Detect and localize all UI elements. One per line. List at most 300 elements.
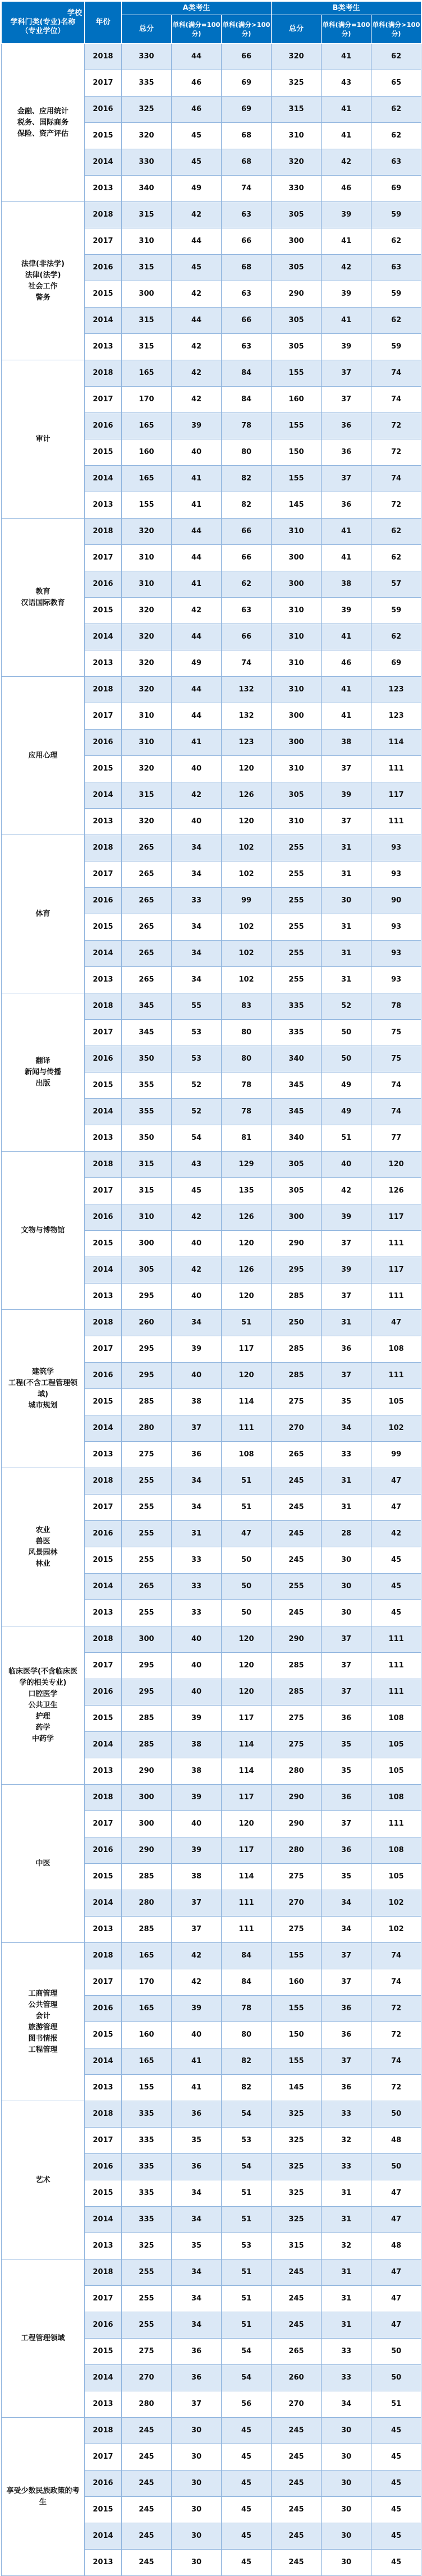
a-single-over-cell: 51: [222, 2180, 272, 2207]
b-single-over-cell: 59: [371, 202, 421, 228]
a-total-cell: 165: [122, 413, 172, 439]
a-single-over-cell: 62: [222, 571, 272, 598]
b-total-cell: 255: [272, 967, 322, 993]
a-single-100-cell: 44: [172, 545, 222, 571]
year-cell: 2017: [85, 1020, 122, 1046]
a-single-100-cell: 30: [172, 2444, 222, 2470]
b-single-over-cell: 45: [371, 2470, 421, 2497]
a-total-cell: 320: [122, 123, 172, 149]
year-cell: 2016: [85, 1996, 122, 2022]
a-single-over-cell: 83: [222, 993, 272, 1020]
a-single-over-cell: 54: [222, 2154, 272, 2180]
a-total-cell: 320: [122, 809, 172, 835]
b-single-100-cell: 28: [322, 1521, 371, 1547]
b-single-over-cell: 111: [371, 809, 421, 835]
b-single-over-cell: 111: [371, 1363, 421, 1389]
a-single-100-cell: 40: [172, 1363, 222, 1389]
a-single-100-cell: 44: [172, 308, 222, 334]
a-single-100-cell: 55: [172, 993, 222, 1020]
a-total-cell: 170: [122, 1969, 172, 1996]
major-name-line: 工程(不含工程管理领域): [8, 1378, 77, 1399]
b-single-over-cell: 108: [371, 1837, 421, 1864]
b-single-over-cell: 47: [371, 2259, 421, 2286]
a-total-cell: 315: [122, 1152, 172, 1178]
a-total-cell: 265: [122, 914, 172, 941]
a-total-cell: 265: [122, 835, 172, 861]
b-single-100-cell: 50: [322, 1020, 371, 1046]
a-single-100-cell: 42: [172, 1969, 222, 1996]
a-total-header: 总分: [122, 15, 172, 44]
a-single-over-cell: 63: [222, 202, 272, 228]
b-total-cell: 285: [272, 1653, 322, 1679]
b-single-over-cell: 114: [371, 730, 421, 756]
b-total-cell: 325: [272, 2101, 322, 2128]
a-single-over-cell: 120: [222, 1284, 272, 1310]
b-single-over-header: 单科(满分>100分): [371, 15, 421, 44]
a-single-100-cell: 34: [172, 1468, 222, 1495]
b-single-over-cell: 111: [371, 1679, 421, 1706]
b-single-100-cell: 31: [322, 2312, 371, 2339]
a-single-over-header: 单科(满分>100分): [222, 15, 272, 44]
major-name-line: 口腔医学: [28, 1689, 58, 1698]
a-single-100-cell: 36: [172, 2101, 222, 2128]
b-single-over-cell: 93: [371, 861, 421, 888]
a-single-over-cell: 111: [222, 1890, 272, 1917]
year-cell: 2018: [85, 519, 122, 545]
b-single-over-cell: 45: [371, 2444, 421, 2470]
a-single-over-cell: 117: [222, 1785, 272, 1811]
b-total-cell: 290: [272, 281, 322, 308]
b-single-over-cell: 105: [371, 1758, 421, 1785]
a-total-cell: 320: [122, 756, 172, 782]
b-single-over-cell: 63: [371, 149, 421, 176]
b-single-over-cell: 74: [371, 466, 421, 492]
a-single-100-cell: 36: [172, 2154, 222, 2180]
major-name-line: 临床医学(不含临床医学的相关专业): [8, 1667, 77, 1687]
a-total-cell: 315: [122, 202, 172, 228]
b-total-cell: 245: [272, 2497, 322, 2523]
a-single-100-cell: 33: [172, 1574, 222, 1600]
year-cell: 2015: [85, 1072, 122, 1099]
b-total-cell: 275: [272, 1864, 322, 1890]
a-total-cell: 170: [122, 387, 172, 413]
b-single-over-cell: 45: [371, 2523, 421, 2550]
a-single-100-cell: 44: [172, 228, 222, 255]
b-single-100-cell: 30: [322, 1600, 371, 1626]
year-cell: 2013: [85, 1600, 122, 1626]
year-cell: 2018: [85, 1152, 122, 1178]
b-single-over-cell: 105: [371, 1389, 421, 1415]
a-total-cell: 320: [122, 598, 172, 624]
a-single-100-cell: 34: [172, 1495, 222, 1521]
major-name-cell: [2, 2101, 85, 2259]
b-single-over-cell: 47: [371, 1495, 421, 1521]
a-total-cell: 345: [122, 993, 172, 1020]
a-total-cell: 285: [122, 1864, 172, 1890]
b-single-100-cell: 41: [322, 97, 371, 123]
a-single-100-cell: 40: [172, 2022, 222, 2048]
year-cell: 2015: [85, 2497, 122, 2523]
table-row: [2, 835, 421, 861]
a-single-100-cell: 38: [172, 1864, 222, 1890]
b-total-cell: 290: [272, 1231, 322, 1257]
a-single-over-cell: 82: [222, 466, 272, 492]
b-total-cell: 270: [272, 1890, 322, 1917]
b-single-over-cell: 93: [371, 835, 421, 861]
b-total-cell: 315: [272, 2233, 322, 2259]
a-single-100-cell: 41: [172, 2048, 222, 2075]
year-cell: 2016: [85, 255, 122, 281]
a-single-over-cell: 63: [222, 281, 272, 308]
a-single-100-cell: 53: [172, 1046, 222, 1072]
table-row: [2, 2259, 421, 2286]
a-single-over-cell: 111: [222, 1917, 272, 1943]
b-total-cell: 245: [272, 2286, 322, 2312]
a-single-100-cell: 34: [172, 2286, 222, 2312]
a-total-cell: 155: [122, 492, 172, 519]
a-single-over-cell: 126: [222, 1257, 272, 1284]
major-name-line: 翻译: [35, 1056, 51, 1065]
year-cell: 2014: [85, 2207, 122, 2233]
a-total-cell: 245: [122, 2470, 172, 2497]
b-single-over-cell: 47: [371, 2312, 421, 2339]
b-total-cell: 255: [272, 941, 322, 967]
a-total-cell: 315: [122, 334, 172, 360]
b-single-100-cell: 30: [322, 888, 371, 914]
b-total-cell: 310: [272, 650, 322, 677]
a-single-over-cell: 45: [222, 2470, 272, 2497]
a-single-over-cell: 102: [222, 941, 272, 967]
b-total-cell: 245: [272, 2470, 322, 2497]
major-name-line: 会计: [35, 2011, 51, 2020]
a-total-cell: 290: [122, 1837, 172, 1864]
year-cell: 2014: [85, 1890, 122, 1917]
b-single-100-cell: 30: [322, 1574, 371, 1600]
b-total-cell: 155: [272, 360, 322, 387]
a-single-over-cell: 102: [222, 914, 272, 941]
a-single-over-cell: 120: [222, 1626, 272, 1653]
major-name-line: 保险、资产评估: [17, 129, 68, 138]
b-single-100-cell: 41: [322, 519, 371, 545]
a-total-cell: 245: [122, 2497, 172, 2523]
b-single-over-cell: 102: [371, 1890, 421, 1917]
a-single-100-cell: 37: [172, 1917, 222, 1943]
b-single-100-cell: 31: [322, 2207, 371, 2233]
year-cell: 2015: [85, 914, 122, 941]
a-single-over-cell: 82: [222, 2048, 272, 2075]
b-single-100-cell: 49: [322, 1072, 371, 1099]
year-cell: 2017: [85, 1178, 122, 1204]
b-single-over-cell: 123: [371, 677, 421, 703]
a-total-cell: 275: [122, 2339, 172, 2365]
a-single-over-cell: 50: [222, 1574, 272, 1600]
b-total-cell: 245: [272, 2550, 322, 2576]
year-cell: 2014: [85, 941, 122, 967]
a-single-over-cell: 117: [222, 1837, 272, 1864]
year-cell: 2016: [85, 1521, 122, 1547]
b-total-cell: 245: [272, 1600, 322, 1626]
year-cell: 2018: [85, 1626, 122, 1653]
a-total-cell: 335: [122, 2101, 172, 2128]
b-single-over-cell: 74: [371, 2048, 421, 2075]
b-single-over-cell: 69: [371, 176, 421, 202]
b-single-over-cell: 45: [371, 1574, 421, 1600]
a-total-cell: 255: [122, 2259, 172, 2286]
b-single-over-cell: 108: [371, 1336, 421, 1363]
a-single-100-cell: 34: [172, 835, 222, 861]
a-single-100-cell: 44: [172, 519, 222, 545]
b-single-100-cell: 38: [322, 730, 371, 756]
b-total-cell: 285: [272, 1336, 322, 1363]
year-cell: 2018: [85, 44, 122, 70]
a-total-cell: 245: [122, 2418, 172, 2444]
b-total-cell: 290: [272, 1626, 322, 1653]
b-total-cell: 310: [272, 677, 322, 703]
year-cell: 2015: [85, 281, 122, 308]
b-single-100-cell: 41: [322, 677, 371, 703]
a-single-over-cell: 66: [222, 228, 272, 255]
major-name-line: 出版: [35, 1079, 51, 1088]
b-single-100-header: 单科(满分=100分): [322, 15, 371, 44]
b-single-100-cell: 34: [322, 1415, 371, 1442]
a-single-over-cell: 66: [222, 545, 272, 571]
year-cell: 2013: [85, 650, 122, 677]
year-cell: 2013: [85, 967, 122, 993]
a-single-100-cell: 40: [172, 809, 222, 835]
b-total-cell: 310: [272, 624, 322, 650]
a-single-over-cell: 66: [222, 44, 272, 70]
a-single-100-cell: 43: [172, 1152, 222, 1178]
b-single-100-cell: 40: [322, 1152, 371, 1178]
b-single-100-cell: 39: [322, 1257, 371, 1284]
b-single-100-cell: 32: [322, 2233, 371, 2259]
major-name-line: 教育: [35, 587, 51, 596]
a-single-over-cell: 123: [222, 730, 272, 756]
a-single-100-cell: 35: [172, 2128, 222, 2154]
year-cell: 2016: [85, 1837, 122, 1864]
a-single-over-cell: 45: [222, 2550, 272, 2576]
year-cell: 2014: [85, 624, 122, 650]
a-total-cell: 320: [122, 677, 172, 703]
b-single-100-cell: 42: [322, 149, 371, 176]
b-single-100-cell: 36: [322, 413, 371, 439]
major-name-line: 体育: [35, 909, 51, 918]
b-total-cell: 245: [272, 2444, 322, 2470]
a-single-over-cell: 51: [222, 1310, 272, 1336]
a-single-100-cell: 46: [172, 70, 222, 97]
b-single-over-cell: 120: [371, 1152, 421, 1178]
a-single-over-cell: 120: [222, 1811, 272, 1837]
b-single-100-cell: 41: [322, 123, 371, 149]
year-cell: 2015: [85, 439, 122, 466]
a-single-over-cell: 45: [222, 2418, 272, 2444]
a-single-100-cell: 39: [172, 1785, 222, 1811]
b-total-cell: 255: [272, 914, 322, 941]
a-single-100-cell: 30: [172, 2523, 222, 2550]
b-single-100-cell: 31: [322, 2259, 371, 2286]
major-name-cell: [2, 1626, 85, 1785]
b-total-cell: 275: [272, 1917, 322, 1943]
table-row: [2, 360, 421, 387]
year-cell: 2013: [85, 334, 122, 360]
b-total-cell: 160: [272, 387, 322, 413]
a-single-100-cell: 52: [172, 1099, 222, 1125]
a-single-100-cell: 34: [172, 2259, 222, 2286]
b-total-cell: 305: [272, 1178, 322, 1204]
a-total-cell: 255: [122, 1600, 172, 1626]
a-total-cell: 245: [122, 2550, 172, 2576]
a-total-cell: 310: [122, 730, 172, 756]
year-cell: 2018: [85, 2418, 122, 2444]
a-single-over-cell: 54: [222, 2101, 272, 2128]
year-cell: 2013: [85, 1917, 122, 1943]
b-single-over-cell: 72: [371, 1996, 421, 2022]
year-cell: 2013: [85, 2233, 122, 2259]
b-single-over-cell: 50: [371, 2339, 421, 2365]
b-single-over-cell: 74: [371, 360, 421, 387]
major-name-cell: [2, 44, 85, 202]
a-total-cell: 330: [122, 149, 172, 176]
a-single-100-cell: 40: [172, 756, 222, 782]
a-total-cell: 160: [122, 2022, 172, 2048]
major-name-cell: [2, 2259, 85, 2418]
b-single-over-cell: 111: [371, 1231, 421, 1257]
b-total-cell: 285: [272, 1679, 322, 1706]
a-single-over-cell: 102: [222, 967, 272, 993]
a-single-100-cell: 30: [172, 2497, 222, 2523]
b-single-over-cell: 42: [371, 1521, 421, 1547]
major-name-line: 城市规划: [28, 1401, 58, 1410]
a-total-cell: 300: [122, 1626, 172, 1653]
a-total-cell: 295: [122, 1679, 172, 1706]
year-cell: 2017: [85, 2286, 122, 2312]
a-single-over-cell: 120: [222, 809, 272, 835]
a-single-100-cell: 40: [172, 1811, 222, 1837]
a-total-cell: 270: [122, 2365, 172, 2391]
b-single-100-cell: 36: [322, 1336, 371, 1363]
a-single-over-cell: 66: [222, 308, 272, 334]
group-b-header: B类考生: [272, 2, 421, 15]
major-label: 学科门类(专业)名称: [10, 18, 76, 26]
b-single-100-cell: 41: [322, 308, 371, 334]
b-single-over-cell: 47: [371, 1468, 421, 1495]
a-single-over-cell: 47: [222, 1521, 272, 1547]
a-single-100-cell: 33: [172, 888, 222, 914]
b-total-cell: 255: [272, 1574, 322, 1600]
a-total-cell: 165: [122, 1943, 172, 1969]
b-total-cell: 335: [272, 1020, 322, 1046]
major-name-cell: [2, 1785, 85, 1943]
b-single-over-cell: 47: [371, 2207, 421, 2233]
a-total-cell: 265: [122, 861, 172, 888]
major-name-line: 兽医: [35, 1537, 51, 1546]
a-total-cell: 355: [122, 1099, 172, 1125]
a-single-100-cell: 45: [172, 149, 222, 176]
b-single-100-cell: 33: [322, 2365, 371, 2391]
b-single-over-cell: 72: [371, 413, 421, 439]
table-row: [2, 1785, 421, 1811]
a-single-100-cell: 38: [172, 1758, 222, 1785]
b-total-cell: 310: [272, 519, 322, 545]
b-single-over-cell: 48: [371, 2128, 421, 2154]
a-total-cell: 320: [122, 624, 172, 650]
a-single-over-cell: 51: [222, 2312, 272, 2339]
b-single-100-cell: 36: [322, 1785, 371, 1811]
b-total-cell: 315: [272, 97, 322, 123]
a-single-100-cell: 39: [172, 1837, 222, 1864]
b-total-cell: 305: [272, 334, 322, 360]
year-cell: 2017: [85, 70, 122, 97]
year-cell: 2014: [85, 466, 122, 492]
year-cell: 2013: [85, 176, 122, 202]
a-single-over-cell: 114: [222, 1389, 272, 1415]
score-table: [1, 1, 421, 2576]
b-single-over-cell: 111: [371, 1284, 421, 1310]
b-single-over-cell: 74: [371, 1099, 421, 1125]
a-total-cell: 275: [122, 1442, 172, 1468]
b-total-cell: 245: [272, 2259, 322, 2286]
a-single-100-cell: 42: [172, 360, 222, 387]
a-single-100-cell: 41: [172, 466, 222, 492]
b-total-cell: 245: [272, 1521, 322, 1547]
year-cell: 2017: [85, 861, 122, 888]
a-total-cell: 280: [122, 2391, 172, 2418]
table-body: [2, 44, 421, 2576]
b-single-over-cell: 99: [371, 1442, 421, 1468]
b-single-100-cell: 36: [322, 439, 371, 466]
b-single-over-cell: 50: [371, 2154, 421, 2180]
year-cell: 2014: [85, 1099, 122, 1125]
year-cell: 2017: [85, 703, 122, 730]
b-single-100-cell: 36: [322, 2022, 371, 2048]
a-single-100-cell: 44: [172, 703, 222, 730]
b-total-cell: 250: [272, 1310, 322, 1336]
a-single-over-cell: 108: [222, 1442, 272, 1468]
a-total-cell: 340: [122, 176, 172, 202]
b-single-100-cell: 33: [322, 1442, 371, 1468]
b-total-cell: 245: [272, 1468, 322, 1495]
b-single-over-cell: 105: [371, 1732, 421, 1758]
table-header: [2, 2, 421, 44]
b-single-over-cell: 45: [371, 2550, 421, 2576]
year-cell: 2013: [85, 1442, 122, 1468]
group-a-header: A类考生: [122, 2, 272, 15]
b-single-100-cell: 37: [322, 756, 371, 782]
b-single-over-cell: 111: [371, 1811, 421, 1837]
b-single-over-cell: 62: [371, 308, 421, 334]
b-single-100-cell: 30: [322, 2470, 371, 2497]
year-cell: 2018: [85, 1468, 122, 1495]
major-name-line: 税务、国际商务: [17, 118, 68, 127]
a-single-100-cell: 54: [172, 1125, 222, 1152]
a-single-100-cell: 46: [172, 97, 222, 123]
a-single-over-cell: 51: [222, 1468, 272, 1495]
a-single-over-cell: 51: [222, 2207, 272, 2233]
year-cell: 2017: [85, 1653, 122, 1679]
b-single-over-cell: 47: [371, 1310, 421, 1336]
b-total-cell: 150: [272, 439, 322, 466]
major-name-cell: [2, 202, 85, 360]
year-cell: 2015: [85, 1231, 122, 1257]
a-single-100-cell: 34: [172, 941, 222, 967]
a-single-over-cell: 82: [222, 2075, 272, 2101]
a-total-cell: 295: [122, 1363, 172, 1389]
year-cell: 2014: [85, 1415, 122, 1442]
b-single-over-cell: 45: [371, 1547, 421, 1574]
b-single-100-cell: 35: [322, 1758, 371, 1785]
year-cell: 2014: [85, 2523, 122, 2550]
a-total-cell: 285: [122, 1732, 172, 1758]
